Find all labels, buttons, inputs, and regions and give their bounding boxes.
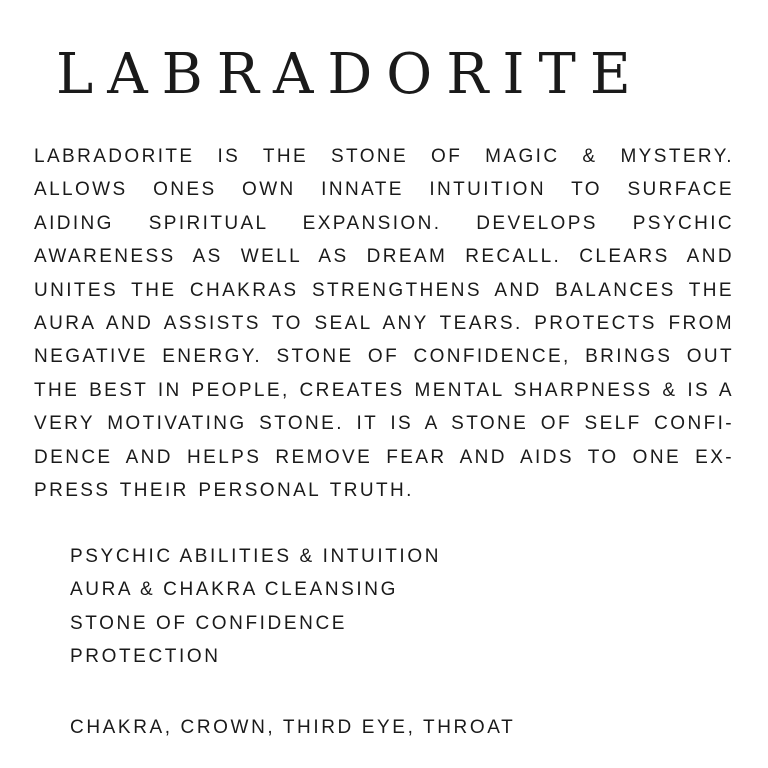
description-line: NEGATIVE ENERGY. STONE OF CONFIDENCE, BRINGS OUT [34,346,734,368]
description-line: LABRADORITE IS THE STONE OF MAGIC & MYSTERY. [34,146,734,167]
description-line: THE BEST IN PEOPLE, CREATES MENTAL SHARPNESS & IS A [34,379,734,401]
stone-description [34,140,734,507]
description-line: UNITES THE CHAKRAS STRENGTHENS AND BALANCES THE [34,279,734,301]
page-title: LABRADORITE [56,42,645,107]
property-item: STONE OF CONFIDENCE [70,612,348,634]
description-line: AIDING SPIRITUAL EXPANSION. DEVELOPS PSYCHIC [34,212,734,234]
property-item: PROTECTION [70,646,221,668]
description-line: AWARENESS AS WELL AS DREAM RECALL. CLEARS AND [34,246,734,268]
description-line: PRESS THEIR PERSONAL TRUTH. [34,479,414,501]
description-line: ALLOWS ONES OWN INNATE INTUITION TO SURFACE [34,179,734,201]
description-line: AURA AND ASSISTS TO SEAL ANY TEARS. PROTECTS FROM [34,312,734,334]
chakra-line: CHAKRA, CROWN, THIRD EYE, THROAT [70,717,516,738]
description-line: DENCE AND HELPS REMOVE FEAR AND AIDS TO ONE EX- [34,446,734,468]
description-line: VERY MOTIVATING STONE. IT IS A STONE OF SELF CONFI- [34,413,734,435]
property-item: PSYCHIC ABILITIES & INTUITION [70,546,442,567]
properties-list [70,540,441,674]
property-item: AURA & CHAKRA CLEANSING [70,579,398,601]
